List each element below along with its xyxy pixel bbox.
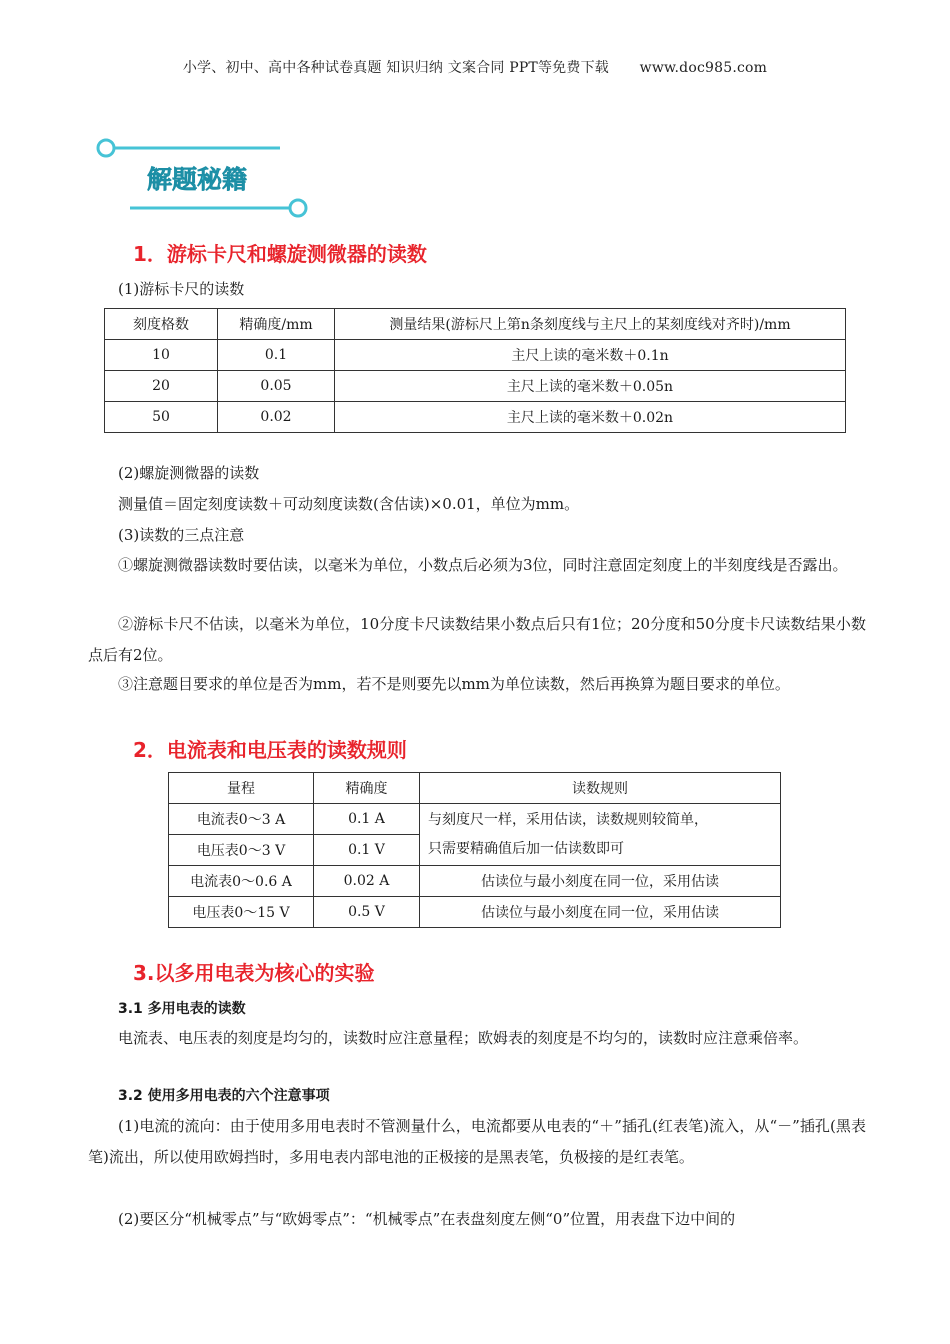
- header-text: 小学、初中、高中各种试卷真题 知识归纳 文案合同 PPT等免费下载: [182, 60, 609, 76]
- table-cell: 主尺上读的毫米数＋0.02n: [335, 402, 846, 433]
- table-cell: 电流表0～3 A: [169, 804, 314, 835]
- table-row: [105, 371, 846, 402]
- table-cell: 0.1 V: [314, 835, 420, 866]
- table-row: [105, 340, 846, 371]
- table-row: [169, 897, 781, 928]
- note-1: ①螺旋测微器读数时要估读，以毫米为单位，小数点后必须为3位，同时注意固定刻度上的半刻度线是否露出。: [118, 556, 848, 574]
- page-header: [0, 57, 950, 77]
- table-cell: 主尺上读的毫米数＋0.1n: [335, 340, 846, 371]
- badge-circle-icon: [290, 200, 306, 216]
- section2-title: 2．电流表和电压表的读数规则: [133, 738, 407, 762]
- table-cell-merged-rule: [420, 804, 781, 866]
- table-cell: 电压表0～15 V: [169, 897, 314, 928]
- table-cell: 50: [105, 402, 218, 433]
- header-url[interactable]: www.doc985.com: [639, 60, 768, 76]
- header-cell: 测量结果(游标尺上第n条刻度线与主尺上的某刻度线对齐时)/mm: [335, 309, 846, 340]
- table-cell: 0.02 A: [314, 866, 420, 897]
- table-header-row: [169, 773, 781, 804]
- table-cell: 0.1 A: [314, 804, 420, 835]
- note-2: ②游标卡尺不估读，以毫米为单位，10分度卡尺读数结果小数点后只有1位；20分度和50分度卡尺读数结果小数点后有2位。: [88, 615, 866, 664]
- header-cell: 读数规则: [420, 773, 781, 804]
- table-row: [169, 804, 781, 835]
- rule-line-2: 只需要精确值后加一估读数即可: [428, 840, 624, 857]
- table-cell: 20: [105, 371, 218, 402]
- table-cell: 电流表0～0.6 A: [169, 866, 314, 897]
- table-cell: 0.05: [218, 371, 335, 402]
- section3-sub31: 3.1 多用电表的读数: [118, 1001, 246, 1017]
- table-cell: 10: [105, 340, 218, 371]
- section1-formula: 测量值＝固定刻度读数＋可动刻度读数(含估读)×0.01，单位为mm。: [118, 495, 580, 513]
- section1-sub3: (3)读数的三点注意: [118, 526, 245, 544]
- para-2: (2)要区分“机械零点”与“欧姆零点”：“机械零点”在表盘刻度左侧“0”位置，用表盘下边中间的: [118, 1210, 736, 1228]
- para-31: 电流表、电压表的刻度是均匀的，读数时应注意量程；欧姆表的刻度是不均匀的，读数时应注意乘倍率。: [118, 1029, 809, 1047]
- section3-title: 3.以多用电表为核心的实验: [133, 961, 375, 985]
- badge-title: 解题秘籍: [147, 165, 248, 194]
- section1-title: 1．游标卡尺和螺旋测微器的读数: [133, 242, 427, 266]
- badge-circle-icon: [98, 140, 114, 156]
- section1-sub2: (2)螺旋测微器的读数: [118, 464, 260, 482]
- section1-sub1: (1)游标卡尺的读数: [118, 280, 245, 298]
- header-cell: 量程: [169, 773, 314, 804]
- table-row: [169, 866, 781, 897]
- table-cell: 主尺上读的毫米数＋0.05n: [335, 371, 846, 402]
- para-1: (1)电流的流向：由于使用多用电表时不管测量什么，电流都要从电表的“＋”插孔(红表笔)流入，从“－”插孔(黑表笔)流出，所以使用欧姆挡时，多用电表内部电池的正极接的是黑表笔，负极接的是红表笔。: [88, 1117, 866, 1166]
- table-cell: 0.02: [218, 402, 335, 433]
- table-cell: 估读位与最小刻度在同一位，采用估读: [420, 897, 781, 928]
- header-cell: 刻度格数: [105, 309, 218, 340]
- section3-sub32: 3.2 使用多用电表的六个注意事项: [118, 1088, 330, 1104]
- meter-table: [168, 772, 781, 928]
- vernier-table: [104, 308, 846, 433]
- table-cell: 0.5 V: [314, 897, 420, 928]
- note-3: ③注意题目要求的单位是否为mm，若不是则要先以mm为单位读数，然后再换算为题目要求的单位。: [118, 675, 790, 693]
- header-cell: 精确度: [314, 773, 420, 804]
- section-badge: [90, 130, 320, 226]
- rule-line-1: 与刻度尺一样，采用估读，读数规则较简单，: [428, 811, 708, 828]
- table-cell: 电压表0～3 V: [169, 835, 314, 866]
- table-header-row: [105, 309, 846, 340]
- table-row: [105, 402, 846, 433]
- table-cell: 估读位与最小刻度在同一位，采用估读: [420, 866, 781, 897]
- header-cell: 精确度/mm: [218, 309, 335, 340]
- table-cell: 0.1: [218, 340, 335, 371]
